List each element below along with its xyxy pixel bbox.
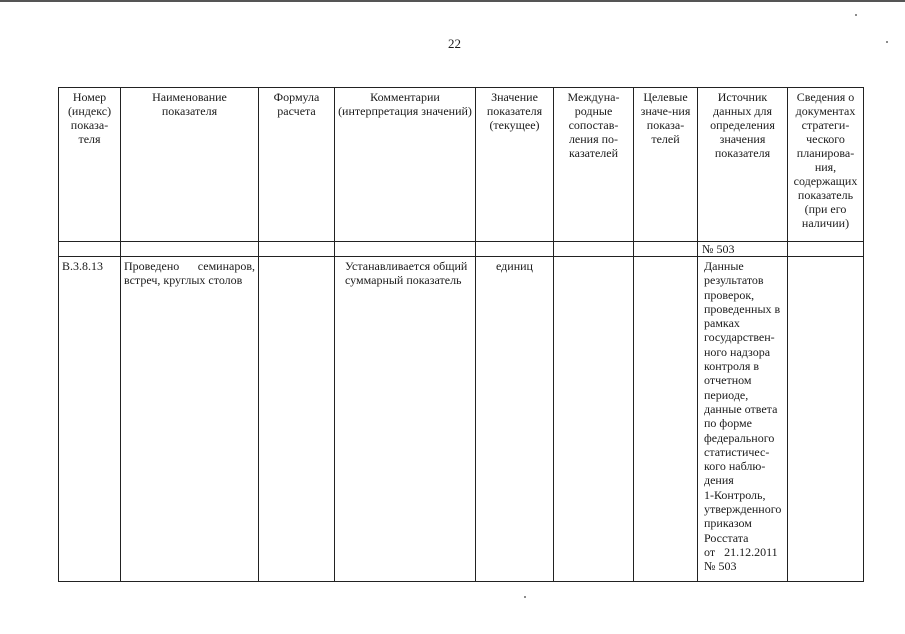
continuation-row [59, 242, 864, 257]
cell-source [698, 257, 788, 582]
source-line: кого наблю- [704, 459, 766, 474]
cell-value: единиц [476, 257, 554, 582]
source-line: данные ответа [704, 401, 778, 416]
source-line: отчетном [704, 373, 752, 388]
scan-speck [524, 596, 526, 598]
source-line: ного надзора [704, 344, 771, 359]
cell-comment: Устанавливается общий суммарный показатель [335, 257, 476, 582]
continuation-source: № 503 [698, 242, 788, 257]
header-comment: Комментарии (интерпретация значений) [335, 88, 476, 242]
cell-target [634, 257, 698, 582]
cell-name: Проведено семинаров, встреч, круглых столов [121, 257, 259, 582]
cell-formula [259, 257, 335, 582]
source-line: государствен- [704, 330, 775, 345]
table-row [59, 257, 864, 582]
source-line: проверок, [704, 287, 755, 302]
source-line: от 21.12.2011 [704, 544, 778, 559]
header-name: Наименование показателя [121, 88, 259, 242]
source-line: проведенных в [704, 301, 781, 316]
scan-speck [886, 41, 888, 43]
header-formula: Формула расчета [259, 88, 335, 242]
source-line: периоде, [704, 387, 749, 402]
header-international: Междуна-родные сопостав-ления по-казателей [554, 88, 634, 242]
source-line: 1-Контроль, [704, 487, 766, 502]
indicator-table [58, 87, 864, 582]
source-line: рамках [704, 316, 740, 331]
page-number: 22 [448, 36, 461, 51]
source-line: результатов [704, 273, 764, 288]
source-line: статистичес- [704, 444, 770, 459]
source-line: № 503 [704, 559, 737, 574]
cell-index: В.3.8.13 [59, 257, 121, 582]
source-line: приказом [704, 516, 752, 531]
source-line: федерального [704, 430, 775, 445]
scan-speck [855, 14, 857, 16]
source-line: контроля в [704, 359, 760, 374]
source-line: Росстата [704, 530, 749, 545]
source-line: дения [704, 473, 734, 488]
table-header-row [59, 88, 864, 242]
header-source: Источник данных для определения значения показателя [698, 88, 788, 242]
cell-international [554, 257, 634, 582]
header-strategic-docs: Сведения о документах стратеги-ческого планирова-ния, содержащих показатель (при его наличии) [788, 88, 864, 242]
header-index: Номер (индекс) показа-теля [59, 88, 121, 242]
header-target: Целевые значе-ния показа-телей [634, 88, 698, 242]
source-line: по форме [704, 416, 752, 431]
source-line: утвержденного [704, 502, 782, 517]
source-line: Данные [704, 259, 744, 273]
scan-edge-line [0, 0, 905, 2]
cell-strategic-docs [788, 257, 864, 582]
header-value: Значение показателя (текущее) [476, 88, 554, 242]
